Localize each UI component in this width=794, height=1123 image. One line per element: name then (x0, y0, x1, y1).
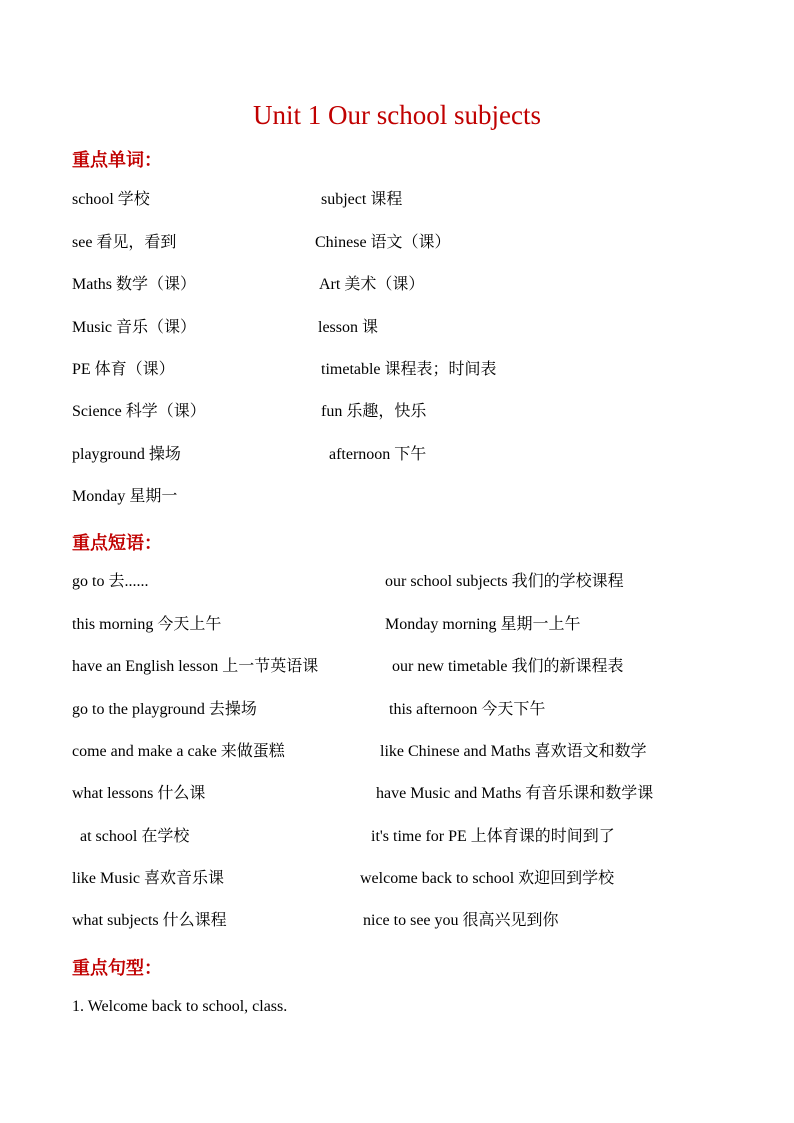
phrase-item: like Chinese and Maths 喜欢语文和数学 (380, 743, 647, 760)
word-item: fun 乐趣，快乐 (321, 403, 427, 420)
word-item: lesson 课 (318, 319, 379, 336)
word-row (0, 443, 794, 467)
word-item: subject 课程 (321, 191, 403, 208)
word-item: school 学校 (72, 191, 150, 208)
word-item: afternoon 下午 (329, 446, 427, 463)
phrase-item: nice to see you 很高兴见到你 (363, 912, 559, 929)
phrase-item: this morning 今天上午 (72, 616, 222, 633)
phrase-item: what lessons 什么课 (72, 785, 206, 802)
phrase-row (0, 909, 794, 933)
word-item: Science 科学（课） (72, 403, 206, 420)
word-row (0, 188, 794, 212)
word-row (0, 485, 794, 509)
phrase-item: it's time for PE 上体育课的时间到了 (371, 828, 615, 845)
word-item: playground 操场 (72, 446, 181, 463)
section-heading-sentences: 重点句型： (72, 958, 162, 979)
phrase-item: welcome back to school 欢迎回到学校 (360, 870, 615, 887)
word-item: Chinese 语文（课） (315, 234, 451, 251)
word-item: Art 美术（课） (319, 276, 425, 293)
word-item: see 看见，看到 (72, 234, 177, 251)
phrase-row (0, 655, 794, 679)
phrase-row (0, 782, 794, 806)
word-item: Monday 星期一 (72, 488, 178, 505)
phrase-item: our school subjects 我们的学校课程 (385, 573, 624, 590)
phrase-row (0, 825, 794, 849)
phrase-item: come and make a cake 来做蛋糕 (72, 743, 285, 760)
phrase-item: have Music and Maths 有音乐课和数学课 (376, 785, 654, 802)
phrase-item: at school 在学校 (80, 828, 190, 845)
word-item: timetable 课程表；时间表 (321, 361, 497, 378)
phrase-item: this afternoon 今天下午 (389, 701, 546, 718)
phrase-item: go to 去...... (72, 573, 149, 590)
word-row (0, 231, 794, 255)
phrase-row (0, 867, 794, 891)
section-heading-words: 重点单词： (72, 150, 162, 171)
phrase-item: like Music 喜欢音乐课 (72, 870, 224, 887)
phrase-row (0, 570, 794, 594)
phrase-row (0, 698, 794, 722)
phrase-item: our new timetable 我们的新课程表 (392, 658, 624, 675)
word-item: PE 体育（课） (72, 361, 175, 378)
sentence-item: 1. Welcome back to school, class. (72, 998, 288, 1015)
phrase-row (0, 740, 794, 764)
word-row (0, 400, 794, 424)
phrase-item: go to the playground 去操场 (72, 701, 257, 718)
word-item: Maths 数学（课） (72, 276, 197, 293)
word-row (0, 358, 794, 382)
phrase-item: have an English lesson 上一节英语课 (72, 658, 319, 675)
phrase-row (0, 613, 794, 637)
page-title: Unit 1 Our school subjects (253, 100, 541, 130)
phrase-item: Monday morning 星期一上午 (385, 616, 581, 633)
phrase-item: what subjects 什么课程 (72, 912, 227, 929)
word-row (0, 273, 794, 297)
word-row (0, 316, 794, 340)
word-item: Music 音乐（课） (72, 319, 197, 336)
section-heading-phrases: 重点短语： (72, 533, 162, 554)
